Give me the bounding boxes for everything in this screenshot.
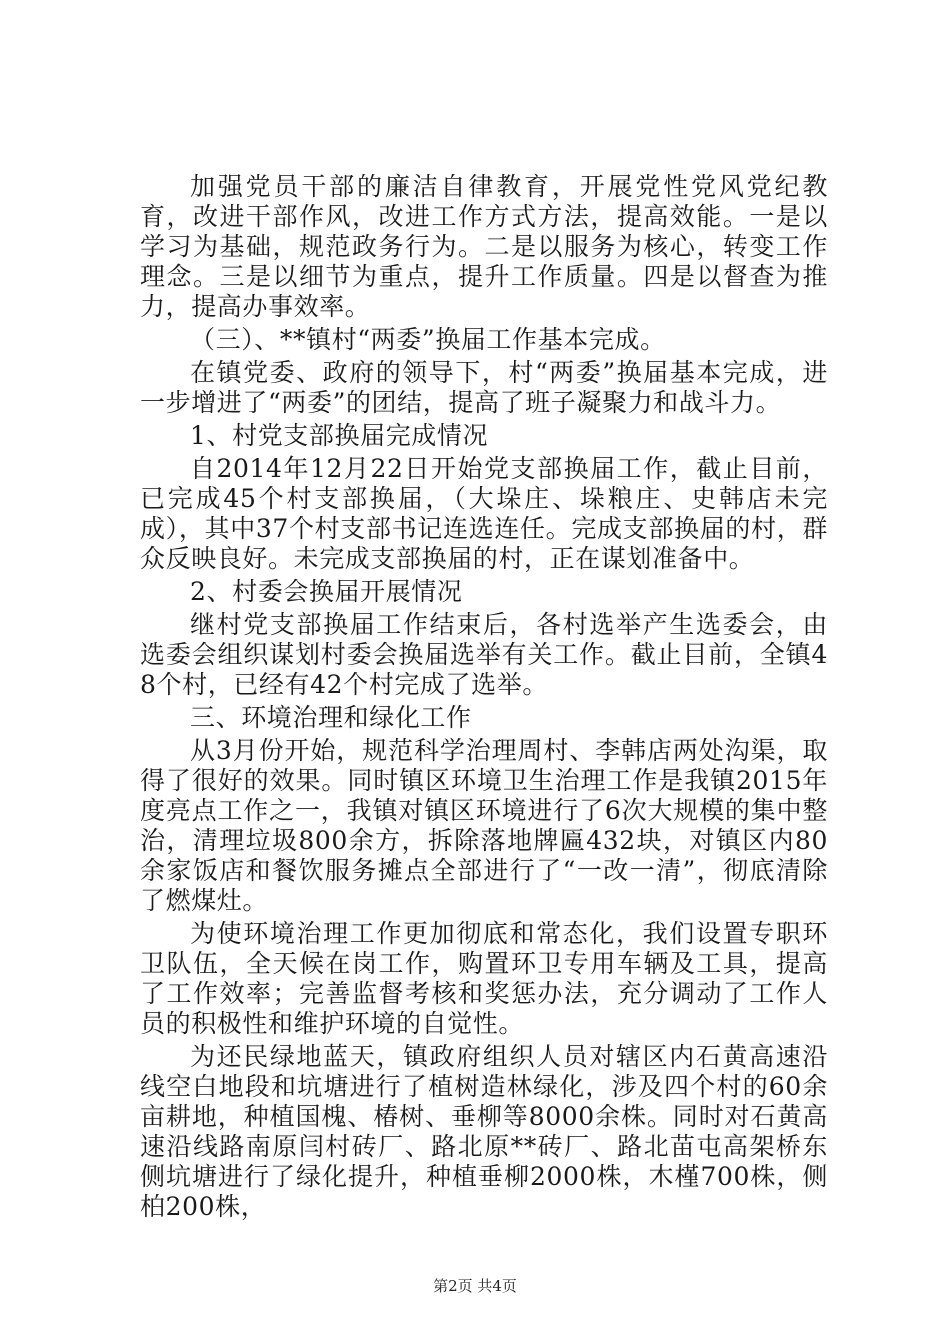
paragraph-environment-governance: 从3月份开始，规范科学治理周村、李韩店两处沟渠，取得了很好的效果。同时镇区环境卫生治理工作是我镇2015年度亮点工作之一，我镇对镇区环境进行了6次大规模的集中整治，清理垃圾800余方，拆除落地牌匾432块，对镇区内80余家饭店和餐饮服务摊点全部进行了“一改一清”，彻底清除了燃煤灶。 (140, 736, 828, 915)
paragraph-election-overview: 在镇党委、政府的领导下，村“两委”换届基本完成，进一步增进了“两委”的团结，提高了班子凝聚力和战斗力。 (140, 358, 828, 417)
heading-two-committees-election: （三）、**镇村“两委”换届工作基本完成。 (190, 325, 666, 354)
paragraph-party-branch-election: 自2014年12月22日开始党支部换届工作，截止目前，已完成45个村支部换届，（大垛庄、垛粮庄、史韩店未完成），其中37个村支部书记连选连任。完成支部换届的村，群众反映良好。未完成支部换届的村，正在谋划准备中。 (140, 454, 828, 573)
paragraph-village-committee-election: 继村党支部换届工作结束后，各村选举产生选委会，由选委会组织谋划村委会换届选举有关工作。截止目前，全镇48个村，已经有42个村完成了选举。 (140, 610, 828, 699)
document-body (140, 172, 828, 1222)
heading-environment-greening: 三、环境治理和绿化工作 (190, 703, 472, 732)
paragraph-sanitation-team: 为使环境治理工作更加彻底和常态化，我们设置专职环卫队伍，全天候在岗工作，购置环卫专用车辆及工具，提高了工作效率；完善监督考核和奖惩办法，充分调动了工作人员的积极性和维护环境的自觉性。 (140, 919, 828, 1038)
paragraph-greening: 为还民绿地蓝天，镇政府组织人员对辖区内石黄高速沿线空白地段和坑塘进行了植树造林绿化，涉及四个村的60余亩耕地，种植国槐、椿树、垂柳等8000余株。同时对石黄高速沿线路南原闫村砖厂、路北原**砖厂、路北苗屯高架桥东侧坑塘进行了绿化提升，种植垂柳2000株，木槿700株，侧柏200株， (140, 1042, 828, 1221)
page-footer: 第2页 共4页 (433, 1277, 517, 1295)
subheading-village-committee-election: 2、村委会换届开展情况 (190, 577, 463, 606)
subheading-party-branch-election: 1、村党支部换届完成情况 (190, 421, 489, 450)
paragraph-discipline-education: 加强党员干部的廉洁自律教育，开展党性党风党纪教育，改进干部作风，改进工作方式方法，提高效能。一是以学习为基础，规范政务行为。二是以服务为核心，转变工作理念。三是以细节为重点，提升工作质量。四是以督查为推力，提高办事效率。 (140, 172, 828, 321)
